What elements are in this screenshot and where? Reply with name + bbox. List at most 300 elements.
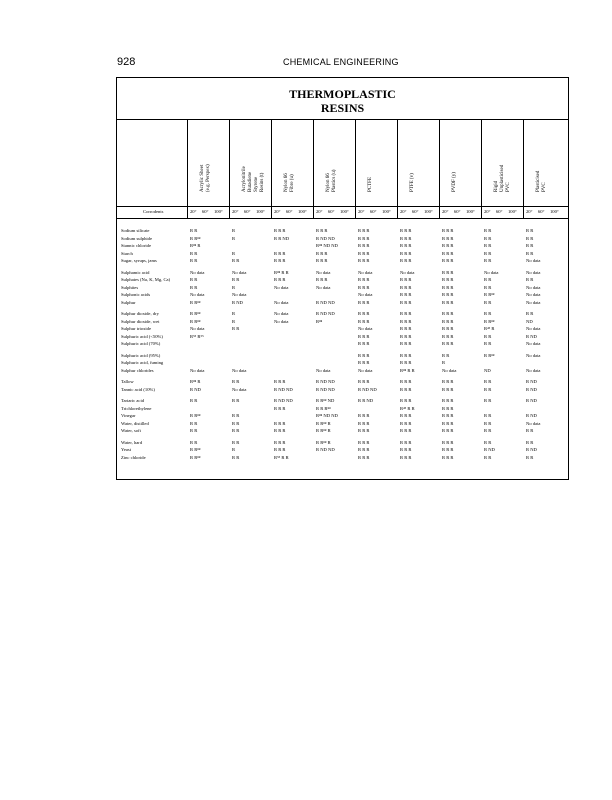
table-cell: R R R [358,379,370,384]
table-cell: R R [526,439,534,445]
table-cell: R R [526,277,534,282]
table-cell: No data [190,269,205,275]
table-cell: R R R [358,439,370,445]
table-cell: R R [484,299,492,305]
column-header-9-line2: PVC [542,182,547,192]
table-cell: R R R [400,277,412,282]
row-label: Sulphonic acids [121,292,151,297]
table-cell: R ND ND [316,299,335,305]
temp-header: 20° [358,209,365,214]
table-cell: R R R [400,250,412,256]
table-cell: No data [526,352,541,358]
temp-header: 60° [202,209,209,214]
row-label: Sodium silicate [121,228,150,233]
running-title: CHEMICAL ENGINEERING [283,57,399,67]
table-cell: No data [274,311,289,316]
table-cell: R R R [358,352,370,358]
table-cell: R R R [358,284,370,290]
table-cell: R ND ND [274,386,293,392]
table-cell: R R R [358,228,370,233]
table-cell: R R⁸⁸ [190,447,201,452]
table-cell: R R R [400,398,412,403]
row-label: Tallow [121,379,134,384]
column-divider [187,120,188,218]
table-cell: R R R [274,277,286,282]
table-cell: R R R [358,333,370,339]
table-cell: R ND [526,386,537,392]
table-cell: R R R [400,311,412,316]
table-cell: No data [190,367,205,373]
table-cell: R R [484,341,492,346]
table-cell: R R R [442,326,454,331]
table-cell: R R R [358,428,370,433]
table-cell: R R [484,333,492,339]
table-cell: R ND [232,299,243,305]
table-cell: R R [190,428,198,433]
temp-header: 100° [340,209,349,214]
table-cell: R R R [400,447,412,452]
table-cell: R⁴⁵ R R [400,405,415,411]
table-cell: R R R [442,269,454,275]
table-cell: R R R [442,311,454,316]
table-cell: R [442,360,446,365]
table-cell: R R R [442,333,454,339]
table-cell: No data [232,269,247,275]
table-cell: R R R [442,277,454,282]
table-cell: R R R [442,284,454,290]
table-cell: R R R [358,250,370,256]
table-cell: R R [484,258,492,263]
table-cell: No data [526,284,541,290]
table-cell: R R [484,454,492,460]
table-cell: R R [232,428,240,433]
row-label: Sulphuric acid (70%) [121,341,161,346]
table-cell: R R R [442,413,454,418]
row-label: Sulphur chlorides [121,367,154,373]
table-cell: R R [526,454,534,460]
resin-table [116,77,569,480]
temp-header: 100° [214,209,223,214]
table-cell: R R R [358,447,370,452]
table-cell: R R [190,439,198,445]
column-header-9-line1: Plasticised [536,170,541,192]
table-cell: R R R [442,318,454,324]
table-cell: R R R [400,243,412,248]
table-cell: R R [232,398,240,403]
temp-header: 20° [232,209,239,214]
table-cell: R R R [400,413,412,418]
table-cell: R R [484,277,492,282]
table-cell: R R [526,243,534,248]
table-cell: R R⁸⁸ [190,413,201,418]
table-cell: ND [484,367,491,373]
table-cell: R R R [358,258,370,263]
column-header-2-line3: Styrene [254,176,259,192]
table-cell: R R R [274,250,286,256]
table-cell: R ND [526,333,537,339]
temp-header: 20° [316,209,323,214]
row-label: Water, distilled [121,420,149,426]
table-cell: R⁸⁸ [316,318,323,324]
table-cell: No data [316,367,331,373]
temp-header: 60° [328,209,335,214]
table-cell: R⁸⁸ ND ND [316,413,338,418]
table-cell: No data [190,292,205,297]
table-cell: No data [274,299,289,305]
column-divider [481,120,482,218]
table-cell: No data [526,292,541,297]
table-cell: R R [190,228,198,233]
table-cell: R R R [442,258,454,263]
table-cell: R R R [400,284,412,290]
table-cell: R ND ND [316,311,335,316]
table-cell: R R [232,379,240,384]
temp-header: 60° [454,209,461,214]
table-cell: R⁸⁸ R R [274,269,289,275]
table-cell: R R R [358,413,370,418]
table-title-line2: RESINS [320,101,365,115]
table-cell: R ND ND [274,398,293,403]
table-cell: R R R [400,318,412,324]
table-cell: R ND [484,447,495,452]
table-cell: R R R [442,341,454,346]
table-cell: R R [190,258,198,263]
table-cell: R R [526,311,534,316]
column-header-3-line2: Fibre (u) [290,174,295,192]
table-cell: No data [358,367,373,373]
table-cell: R R [526,428,534,433]
table-cell: R R⁸⁸ [484,352,495,358]
table-cell: R R R [400,333,412,339]
table-cell: R R R [316,277,328,282]
table-cell: R R R [442,454,454,460]
table-cell: R R [232,454,240,460]
table-cell: R R R [274,228,286,233]
table-cell: R R [484,228,492,233]
table-cell: R R R [358,243,370,248]
table-cell: R R [484,428,492,433]
table-cell: R R R [442,299,454,305]
table-cell: R ND ND [316,386,335,392]
table-cell: R R [484,235,492,241]
table-cell: No data [358,269,373,275]
table-cell: No data [358,326,373,331]
table-cell: R R⁸⁸ [484,292,495,297]
table-cell: R R R [358,318,370,324]
row-label: Vinegar [121,413,136,418]
table-cell: R R R [442,228,454,233]
table-cell: R⁸⁸ R [190,379,201,384]
table-cell: R R R [316,250,328,256]
table-cell: R R R [442,235,454,241]
table-cell: R R R [442,292,454,297]
column-divider [439,120,440,218]
temp-header: 60° [412,209,419,214]
table-cell: R R [484,284,492,290]
column-header-6-line1: PTFE (v) [410,173,415,192]
column-header-1-line2: (e.g. Perspex) [206,164,211,192]
row-label: Sugar, syrups, jams [121,258,157,263]
table-title-line1: THERMOPLASTIC [289,87,396,101]
column-header-2-line1: Acrylonitrile [242,166,247,192]
table-cell: ND [526,318,533,324]
table-cell: R R⁸⁸ [190,235,201,241]
row-label: Stannic chloride [121,243,151,248]
table-cell: R R R [400,454,412,460]
temp-header: 60° [286,209,293,214]
table-cell: No data [400,269,415,275]
column-header-5-line1: PCTFE [368,176,373,192]
table-cell: R ND [526,398,537,403]
table-cell: R R R [442,398,454,403]
table-cell: R ND ND [316,447,335,452]
table-cell: R R R [358,420,370,426]
temp-header: 20° [400,209,407,214]
table-cell: R R [232,439,240,445]
table-cell: No data [274,284,289,290]
corrodents-label: Corrodents [143,209,164,214]
row-label: Yeast [121,447,131,452]
table-cell: No data [232,292,247,297]
table-cell: R R [190,284,198,290]
table-cell: R R⁸⁸ R [316,420,331,426]
column-divider [313,120,314,218]
column-header-8-line3: PVC [506,182,511,192]
table-cell: No data [526,341,541,346]
table-cell: R R ND [358,398,374,403]
table-cell: No data [316,269,331,275]
table-cell: R R R [358,299,370,305]
table-cell: R R [232,326,240,331]
table-cell: R R [484,413,492,418]
row-label: Zinc chloride [121,454,146,460]
temp-header: 20° [274,209,281,214]
temp-header: 60° [244,209,251,214]
table-cell: R R R [400,228,412,233]
table-cell: R R R [442,386,454,392]
table-cell: R R [484,379,492,384]
table-cell: R R R [400,420,412,426]
column-header-2-line4: Resins (t) [260,172,265,192]
column-header-4-line1: Nylon 66 [326,173,331,192]
temp-header: 100° [382,209,391,214]
row-label: Sulphites [121,284,139,290]
table-cell: No data [316,284,331,290]
table-cell: R [232,235,236,241]
table-cell: R R R [274,428,286,433]
row-label: Sulphamic acid [121,269,150,275]
table-cell: R [232,318,236,324]
temp-header: 20° [484,209,491,214]
table-cell: R R R [442,243,454,248]
table-cell: R [232,250,236,256]
table-cell: R R R⁸⁸ [316,405,331,411]
table-cell: R R R [400,258,412,263]
table-cell: R⁸⁸ ND ND [316,243,338,248]
table-cell: R R [232,413,240,418]
table-cell: No data [190,326,205,331]
table-cell: R R R [358,235,370,241]
table-cell: R R [484,398,492,403]
row-label: Sulphur dioxide, wet [121,318,160,324]
table-cell: R R [484,386,492,392]
table-cell: R R R [400,379,412,384]
row-label: Trichlorethylene [121,405,152,411]
page-number: 928 [117,56,136,68]
table-cell: R R R [358,277,370,282]
row-label: Sulphuric acid, fuming [121,360,164,365]
row-label: Sulphates (Na, K, Mg, Ca) [121,277,171,282]
table-cell: R R R [274,379,286,384]
table-cell: R R R [400,428,412,433]
table-cell: R R R [442,405,454,411]
column-header-8-line2: Unplasticised [500,164,505,192]
table-cell: R R [190,250,198,256]
column-header-3-line1: Nylon 66 [284,173,289,192]
column-divider [523,120,524,218]
table-cell: R R R [442,250,454,256]
temp-header: 20° [526,209,533,214]
table-cell: R ND [190,386,201,392]
temp-header: 60° [538,209,545,214]
temp-header: 100° [508,209,517,214]
table-cell: R R R [442,379,454,384]
table-cell: R R R [442,447,454,452]
table-cell: R R⁸⁸ R [316,439,331,445]
row-label: Sulphur [121,299,136,305]
table-cell: R R [526,250,534,256]
table-cell: No data [526,258,541,263]
table-cell: R [232,228,236,233]
table-cell: R ND ND [358,386,377,392]
table-cell: No data [526,299,541,305]
table-cell: R R [232,420,240,426]
temp-header: 100° [256,209,265,214]
table-cell: R R [526,235,534,241]
table-cell: R [232,447,236,452]
table-cell: R ND ND [316,235,335,241]
table-cell: R⁴⁵ R [484,326,495,331]
table-cell: R⁵⁵ R⁵⁵ [190,333,204,339]
row-label: Sodium sulphide [121,235,153,241]
table-cell: No data [484,269,499,275]
table-cell: R R [484,250,492,256]
table-cell: R R R [316,228,328,233]
temp-header: 60° [496,209,503,214]
table-cell: R R R [400,386,412,392]
row-label: Water, hard [121,439,143,445]
table-cell: R R [232,258,240,263]
table-cell: R [232,284,236,290]
table-cell: R R⁸⁸ [484,318,495,324]
column-divider [271,120,272,218]
temp-header: 60° [370,209,377,214]
table-cell: R [232,311,236,316]
table-cell: R R⁸⁸ [190,311,201,316]
table-cell: R R [442,352,450,358]
table-cell: R R [232,277,240,282]
table-cell: No data [526,420,541,426]
table-cell: R R R [442,439,454,445]
table-cell: R ND [526,379,537,384]
table-cell: R R R [400,299,412,305]
row-label: Sulphur dioxide, dry [121,311,159,316]
row-label: Starch [121,250,133,256]
table-cell: R R R [274,439,286,445]
table-cell: No data [232,386,247,392]
table-cell: R⁸⁸ R [190,243,201,248]
table-cell: R R [526,228,534,233]
header-divider [117,218,568,219]
table-cell: No data [232,367,247,373]
column-divider [229,120,230,218]
table-cell: R R R [274,258,286,263]
table-cell: R R R [400,341,412,346]
row-label: Tartaric acid [121,398,145,403]
table-cell: No data [358,292,373,297]
table-cell: No data [526,367,541,373]
table-cell: R R⁸⁸ R [316,428,331,433]
column-header-2-line2: Butadiene [248,171,253,192]
table-cell: R ND [526,413,537,418]
table-cell: R R R [274,405,286,411]
table-cell: R R ND [274,235,290,241]
row-label: Tannic acid (10%) [121,386,155,392]
table-cell: R R⁸⁸ ND [316,398,335,403]
temp-header: 100° [550,209,559,214]
temp-header: 100° [298,209,307,214]
table-title [117,78,568,120]
row-label: Sulphuric acid (95%) [121,352,161,358]
table-cell: R R R [358,341,370,346]
table-cell: R R R [442,428,454,433]
table-cell: R R R [274,420,286,426]
temp-header: 100° [424,209,433,214]
table-cell: No data [442,367,457,373]
temp-header: 100° [466,209,475,214]
column-header-4-line2: Plastics (u) [332,169,337,192]
table-cell: R R R [400,292,412,297]
table-cell: R R R [400,360,412,365]
table-cell: R R R [400,352,412,358]
column-divider [397,120,398,218]
table-cell: No data [274,318,289,324]
table-cell: R R R [400,439,412,445]
temp-header: 20° [190,209,197,214]
column-header-7-line1: PVDF (y) [452,172,457,192]
table-cell: R R R [400,235,412,241]
table-cell: R R R [442,420,454,426]
table-cell: R⁸⁸ R R [400,367,415,373]
table-cell: R R [190,420,198,426]
column-header-1-line1: Acrylic Sheet [200,164,205,192]
table-cell: R R [190,398,198,403]
table-cell: R R R [358,360,370,365]
table-cell: R R [484,439,492,445]
column-header-8-line1: Rigid [494,180,499,192]
row-label: Sulphuric acid (<50%) [121,333,163,339]
table-cell: R R [484,243,492,248]
table-cell: R R [190,277,198,282]
table-cell: R⁵⁵ R R [274,454,289,460]
table-cell: R R R [316,258,328,263]
column-divider [355,120,356,218]
table-cell: R R⁸⁸ [190,318,201,324]
table-cell: R R R [358,454,370,460]
table-cell: R R R [358,311,370,316]
table-cell: R R⁸⁸ [190,454,201,460]
header-divider [117,206,568,207]
